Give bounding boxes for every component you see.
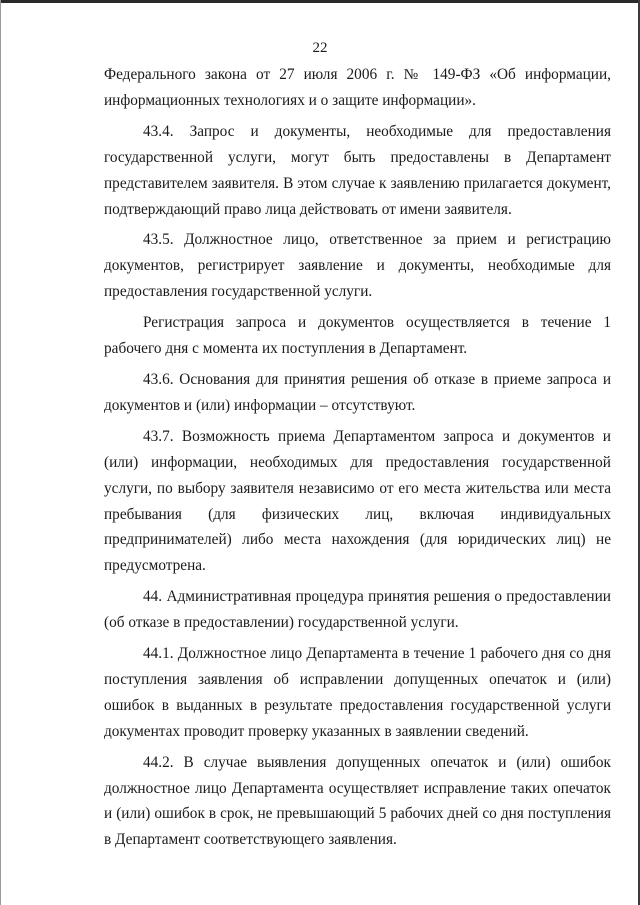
paragraph-43-6: 43.6. Основания для принятия решения об отказе в приеме запроса и документов и (или) информации – отсутствуют.: [104, 370, 611, 414]
paragraph-43-7: 43.7. Возможность приема Департаментом запроса и документов и (или) информации, необходимых для предоставления государственной услуги, по выбору заявителя независимо от его места жительства или места пребывания (для физических лиц, включая индивидуальных предпринимателей) либо места нахождения (для юридических лиц) не предусмотрена.: [104, 427, 611, 575]
paragraph-registration: Регистрация запроса и документов осуществляется в течение 1 рабочего дня с момента их поступления в Департамент.: [104, 314, 611, 358]
scan-edge-top: [0, 0, 640, 3]
page-number: 22: [312, 40, 328, 56]
paragraph-43-4: 43.4. Запрос и документы, необходимые для предоставления государственной услуги, могут быть предоставлены в Департамент представителем заявителя. В этом случае к заявлению прилагается документ, подтверждающий право лица действовать от имени заявителя.: [104, 122, 611, 218]
paragraph-continuation: Федерального закона от 27 июля 2006 г. № 149-ФЗ «Об информации, информационных технологиях и о защите информации».: [104, 66, 611, 109]
paragraph-43-5: 43.5. Должностное лицо, ответственное за прием и регистрацию документов, регистрирует заявление и документы, необходимые для предоставления государственной услуги.: [104, 231, 611, 301]
paragraph-44-2: 44.2. В случае выявления допущенных опечаток и (или) ошибок должностное лицо Департамента осуществляет исправление таких опечаток и (или) ошибок в срок, не превышающий 5 рабочих дней со дня поступления в Департамент соответствующего заявления.: [104, 753, 611, 849]
paragraph-44-1: 44.1. Должностное лицо Департамента в течение 1 рабочего дня со дня поступления заявления об исправлении допущенных опечаток и (или) ошибок в выданных в результате предоставления государственной услуги документах проводит проверку указанных в заявлении сведений.: [104, 645, 611, 740]
scan-edge-left: [0, 0, 1, 905]
document-body: [104, 62, 611, 858]
paragraph-44: 44. Административная процедура принятия решения о предоставлении (об отказе в предоставлении) государственной услуги.: [104, 588, 611, 632]
